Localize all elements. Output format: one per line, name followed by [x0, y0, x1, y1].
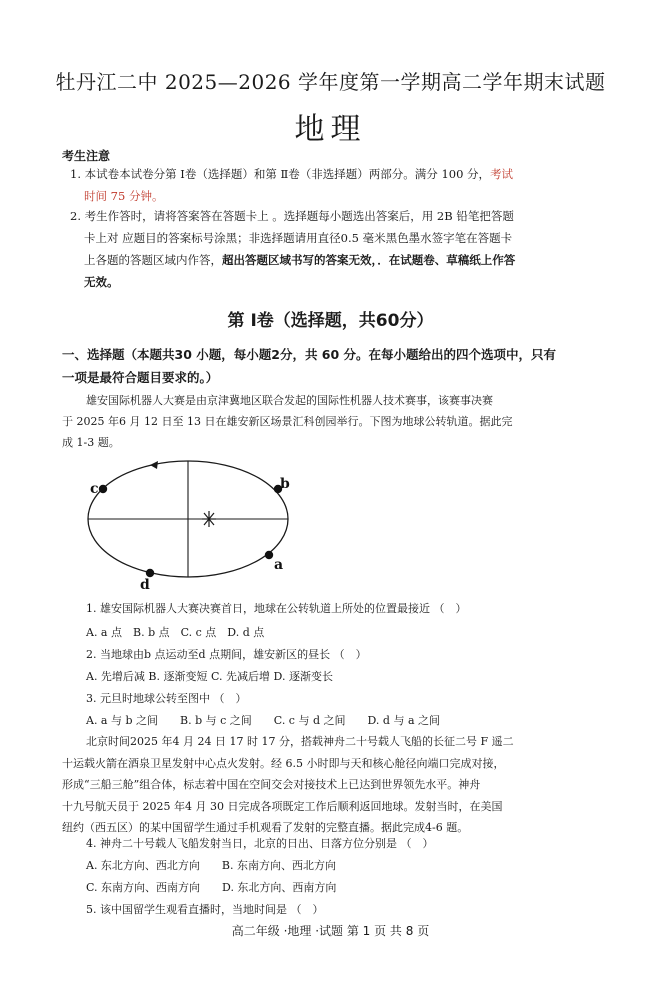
subject-title: 地理 — [294, 112, 367, 147]
notice-item-2-line-c: 上各题的答题区域内作答， — [84, 253, 222, 267]
passage-2-line-1: 北京时间2025 年4 月 24 日 17 时 17 分，搭载神舟二十号载人飞船的长征二号 F 遥二 — [86, 735, 514, 748]
orbit-label-b: b — [280, 476, 290, 492]
passage-1 — [62, 390, 604, 453]
passage-2-line-4: 十九号航天员于 2025 年4 月 30 日完成各项既定工作后顺利返回地球。发射当时，在美国 — [62, 799, 503, 813]
question-2: 2. 当地球由b 点运动至d 点期间，雄安新区的昼长 （ ） — [86, 648, 367, 661]
passage-1-line-1: 雄安国际机器人大赛是由京津冀地区联合发起的国际性机器人技术赛事，该赛事决赛 — [86, 394, 493, 407]
section-instructions — [62, 343, 607, 389]
passage-2 — [62, 731, 606, 839]
question-3-options: A. a 与 b 之间 B. b 与 c 之间 C. c 与 d 之间 D. d 与 a 之间 — [86, 714, 441, 727]
notice-item-2 — [70, 205, 610, 293]
notice-item-2-bold-d: 无效。 — [84, 275, 119, 289]
question-1-options: A. a 点 B. b 点 C. c 点 D. d 点 — [86, 626, 265, 639]
orbit-point-a — [265, 551, 273, 559]
section-line-1: 一、选择题（本题共30 小题，每小题2分，共 60 分。在每小题给出的四个选项中，只有 — [62, 347, 557, 362]
passage-1-line-2: 于 2025 年6 月 12 日至 13 日在雄安新区场景汇科创园举行。下图为地球公转轨道。据此完 — [62, 415, 513, 428]
question-4-options-cd: C. 东南方向、西南方向 D. 东北方向、西南方向 — [86, 881, 337, 894]
orbit-label-a: a — [274, 557, 284, 573]
notice-item-1-text: 1. 本试卷本试卷分第 Ⅰ卷（选择题）和第 Ⅱ卷（非选择题）两部分。满分 100 分， — [70, 167, 491, 181]
notice-item-2-line-a: 2. 考生作答时，请将答案答在答题卡上 。选择题每小题选出答案后，用 2B 铅笔把答题 — [70, 209, 514, 223]
question-5: 5. 该中国留学生观看直播时，当地时间是 （ ） — [86, 903, 324, 916]
section-line-2: 一项是最符合题目要求的。） — [62, 370, 219, 385]
question-4: 4. 神舟二十号载人飞船发射当日，北京的日出、日落方位分别是 （ ） — [86, 837, 434, 850]
earth-orbit-diagram — [80, 455, 310, 595]
orbit-point-d — [146, 569, 154, 577]
passage-1-line-3: 成 1-3 题。 — [62, 436, 120, 449]
orbit-point-c — [99, 485, 107, 493]
orbit-label-d: d — [140, 577, 150, 593]
passage-2-line-5: 纽约（西五区）的某中国留学生通过手机观看了发射的完整直播。据此完成4-6 题。 — [62, 821, 469, 834]
passage-2-line-2: 十运载火箭在酒泉卫星发射中心点火发射。经 6.5 小时即与天和核心舱径向端口完成对接， — [62, 756, 505, 770]
notice-heading: 考生注意 — [62, 149, 111, 163]
question-2-options: A. 先增后减 B. 逐渐变短 C. 先减后增 D. 逐渐变长 — [86, 670, 333, 683]
page-footer: 高二年级 ·地理 ·试题 第 1 页 共 8 页 — [231, 924, 430, 938]
question-1: 1. 雄安国际机器人大赛决赛首日，地球在公转轨道上所处的位置最接近 （ ） — [86, 602, 467, 615]
question-3: 3. 元旦时地球公转至图中 （ ） — [86, 692, 247, 705]
sun-icon — [202, 511, 216, 527]
notice-item-2-line-b: 卡上对 应题目的答案标号涂黑；非选择题请用直径0.5 毫米黑色墨水签字笔在答题卡 — [84, 231, 513, 245]
orbit-label-c: c — [90, 481, 99, 497]
notice-item-2-bold-c: 超出答题区域书写的答案无效，．在试题卷、草稿纸上作答 — [222, 253, 516, 267]
notice-item-1 — [70, 163, 610, 207]
part-one-title: 第 Ⅰ卷（选择题，共60分） — [227, 311, 434, 331]
orbit-direction-arrow-icon — [150, 461, 158, 469]
passage-2-line-3: 形成“三船三舱”组合体，标志着中国在空间交会对接技术上已达到世界领先水平。神舟 — [62, 778, 481, 791]
exam-title: 牡丹江二中 2025—2026 学年度第一学期高二学年期末试题 — [55, 70, 606, 94]
question-4-options-ab: A. 东北方向、西北方向 B. 东南方向、西北方向 — [86, 859, 337, 872]
notice-item-1-red-b: 时间 75 分钟。 — [84, 189, 164, 203]
notice-item-1-red-a: 考试 — [490, 167, 514, 181]
